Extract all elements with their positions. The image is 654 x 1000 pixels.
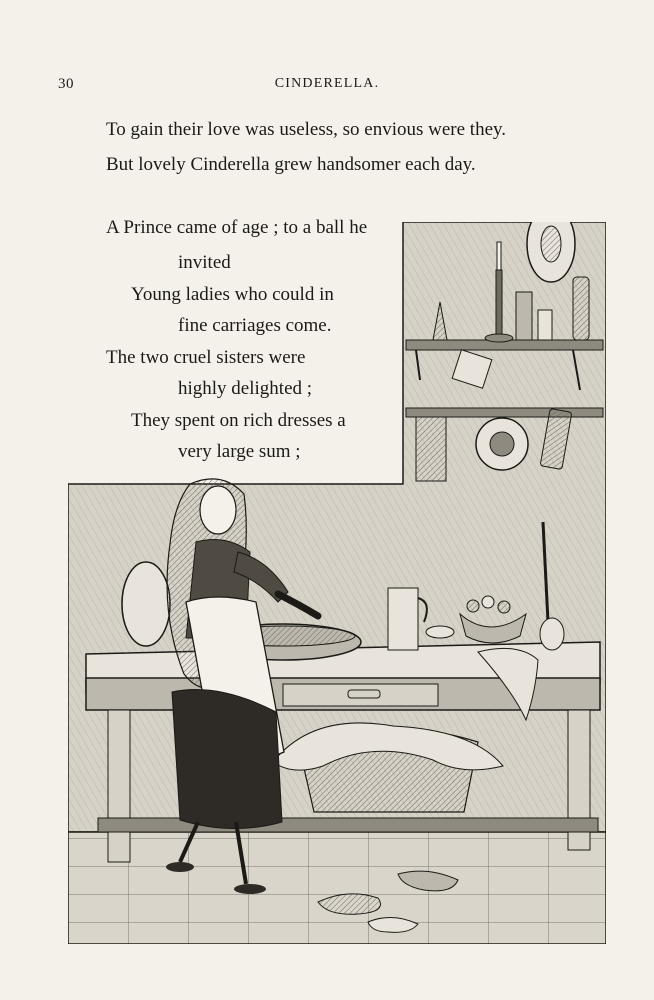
verse-line: To gain their love was useless, so envious were they. — [106, 119, 507, 140]
verse-line: They spent on rich dresses a — [131, 410, 346, 431]
verse-line: Young ladies who could in — [131, 284, 334, 305]
verse-line: very large sum ; — [178, 441, 301, 462]
running-title: CINDERELLA. — [274, 76, 380, 91]
verse-line: But lovely Cinderella grew handsomer each day. — [106, 154, 476, 175]
verse-line: highly delighted ; — [178, 378, 313, 399]
verse-line: invited — [178, 252, 231, 273]
verse-line: The two cruel sisters were — [106, 347, 306, 368]
verse-line: fine carriages come. — [178, 315, 332, 336]
verse-line: A Prince came of age ; to a ball he — [106, 217, 368, 238]
cinderella-kitchen-illustration — [68, 222, 606, 944]
page-number: 30 — [58, 76, 74, 92]
tiled-floor — [68, 832, 606, 944]
